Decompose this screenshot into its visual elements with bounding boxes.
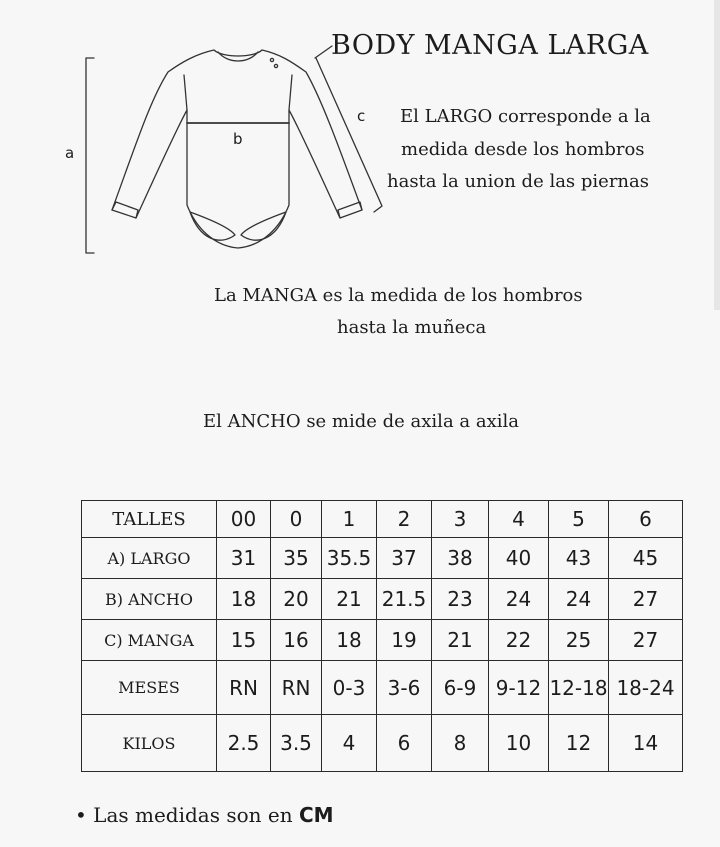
label-b: b xyxy=(233,130,243,148)
table-cell: 4 xyxy=(322,715,377,772)
table-cell: 43 xyxy=(549,538,609,579)
table-cell: RN xyxy=(271,661,322,715)
scrollbar-edge xyxy=(714,0,720,310)
table-cell: 2.5 xyxy=(217,715,271,772)
table-cell: 31 xyxy=(217,538,271,579)
page-title: BODY MANGA LARGA xyxy=(331,30,649,61)
table-row xyxy=(82,661,683,715)
table-cell: 18 xyxy=(217,579,271,620)
measure-a-bracket xyxy=(86,58,94,253)
bullet-icon: • xyxy=(75,803,87,827)
table-cell: 25 xyxy=(549,620,609,661)
table-cell: 12-18 xyxy=(549,661,609,715)
units-note xyxy=(75,803,334,827)
table-cell: 37 xyxy=(377,538,432,579)
units-note-unit: CM xyxy=(298,803,334,827)
label-a: a xyxy=(65,144,75,162)
table-cell: 3-6 xyxy=(377,661,432,715)
table-cell: 8 xyxy=(432,715,489,772)
table-row xyxy=(82,715,683,772)
table-cell: 24 xyxy=(489,579,549,620)
header-cell: 1 xyxy=(322,501,377,538)
table-cell: 35.5 xyxy=(322,538,377,579)
manga-desc-2: hasta la muñeca xyxy=(337,317,487,338)
table-cell: 27 xyxy=(609,620,683,661)
largo-desc-3: hasta la union de las piernas xyxy=(387,171,649,192)
row-header-cell: C) MANGA xyxy=(82,620,217,661)
table-cell: 16 xyxy=(271,620,322,661)
table-cell: 24 xyxy=(549,579,609,620)
row-header-cell: A) LARGO xyxy=(82,538,217,579)
table-cell: 22 xyxy=(489,620,549,661)
table-cell: 27 xyxy=(609,579,683,620)
table-cell: 9-12 xyxy=(489,661,549,715)
table-cell: 6 xyxy=(377,715,432,772)
table-cell: 10 xyxy=(489,715,549,772)
units-note-text: Las medidas son en xyxy=(93,803,299,827)
table-cell: 15 xyxy=(217,620,271,661)
table-cell: 3.5 xyxy=(271,715,322,772)
table-cell: 21 xyxy=(432,620,489,661)
largo-desc-1: El LARGO corresponde a la xyxy=(400,106,651,127)
table-cell: 6-9 xyxy=(432,661,489,715)
header-cell: 5 xyxy=(549,501,609,538)
table-header-row xyxy=(82,501,683,538)
label-c: c xyxy=(357,107,366,125)
table-row xyxy=(82,620,683,661)
table-row xyxy=(82,579,683,620)
header-cell: TALLES xyxy=(82,501,217,538)
table-cell: 18-24 xyxy=(609,661,683,715)
manga-desc-1: La MANGA es la medida de los hombros xyxy=(214,285,583,306)
row-header-cell: MESES xyxy=(82,661,217,715)
table-cell: 21.5 xyxy=(377,579,432,620)
row-header-cell: B) ANCHO xyxy=(82,579,217,620)
header-cell: 3 xyxy=(432,501,489,538)
table-cell: 35 xyxy=(271,538,322,579)
header-cell: 00 xyxy=(217,501,271,538)
table-cell: RN xyxy=(217,661,271,715)
bodysuit-outline xyxy=(112,50,362,248)
header-cell: 6 xyxy=(609,501,683,538)
measure-c-line xyxy=(315,46,382,212)
table-row xyxy=(82,538,683,579)
row-header-cell: KILOS xyxy=(82,715,217,772)
header-cell: 0 xyxy=(271,501,322,538)
table-cell: 38 xyxy=(432,538,489,579)
table-cell: 21 xyxy=(322,579,377,620)
table-cell: 40 xyxy=(489,538,549,579)
table-cell: 12 xyxy=(549,715,609,772)
largo-desc-2: medida desde los hombros xyxy=(401,139,645,160)
header-cell: 2 xyxy=(377,501,432,538)
ancho-desc: El ANCHO se mide de axila a axila xyxy=(203,411,519,432)
table-cell: 0-3 xyxy=(322,661,377,715)
table-cell: 45 xyxy=(609,538,683,579)
table-cell: 20 xyxy=(271,579,322,620)
table-cell: 19 xyxy=(377,620,432,661)
table-cell: 14 xyxy=(609,715,683,772)
size-table xyxy=(81,500,683,772)
table-cell: 18 xyxy=(322,620,377,661)
header-cell: 4 xyxy=(489,501,549,538)
table-cell: 23 xyxy=(432,579,489,620)
